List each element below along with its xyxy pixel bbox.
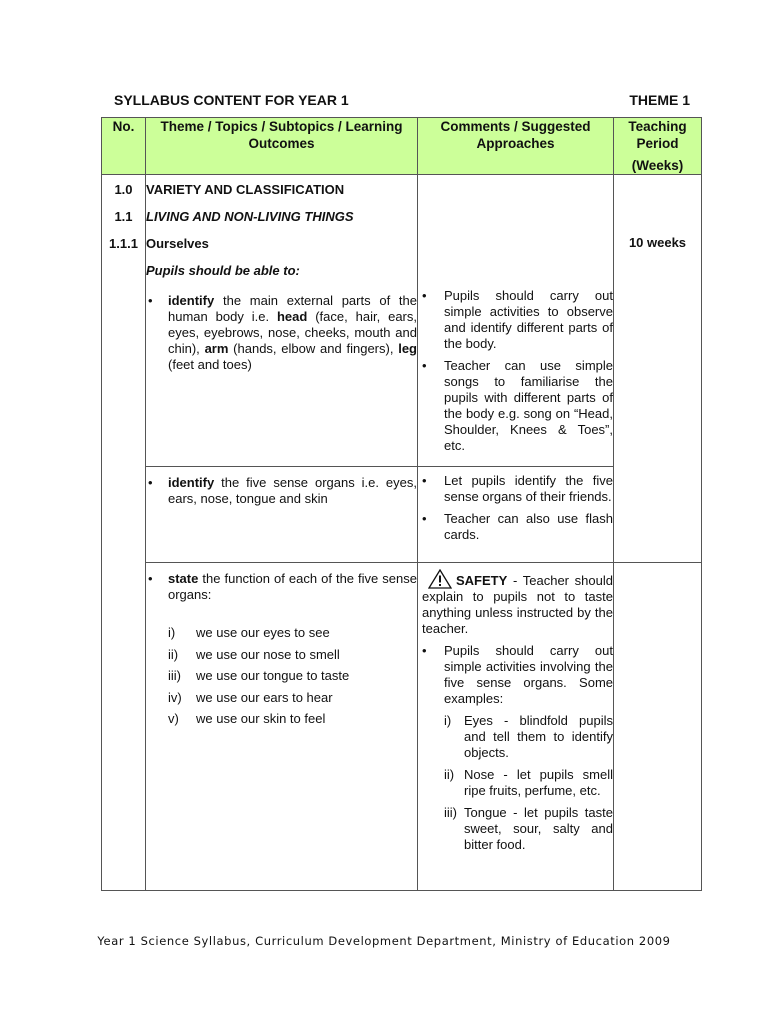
bullet-icon: • xyxy=(148,571,153,586)
subtopic-title: Ourselves xyxy=(146,236,209,251)
safety-text: - Teacher should explain to pupils not to taste anything unless instructed by the teacher. xyxy=(422,573,613,636)
outcome-verb: identify xyxy=(168,293,215,308)
table-row xyxy=(102,175,702,467)
page-title: SYLLABUS CONTENT FOR YEAR 1 xyxy=(114,92,349,108)
list-item: iv) we use our ears to hear xyxy=(168,689,333,705)
outcome-verb: state xyxy=(168,571,199,586)
comments-cell xyxy=(418,467,614,563)
theme-cell xyxy=(146,467,418,563)
syllabus-table xyxy=(101,117,702,891)
bullet-icon: • xyxy=(148,475,153,490)
comment-item: • Pupils should carry out simple activities to observe and identify different parts of the body. xyxy=(418,288,613,352)
page-footer: Year 1 Science Syllabus, Curriculum Development Department, Ministry of Education 2009 xyxy=(97,934,671,948)
example-item: i) Eyes - blindfold pupils and tell them to identify objects. xyxy=(444,713,613,760)
col-header-comments: Comments / Suggested Approaches xyxy=(418,118,614,175)
theme-number: 1.0 xyxy=(114,182,133,197)
bullet-icon: • xyxy=(148,293,153,308)
comment-item: • Teacher can use simple songs to familiarise the pupils with different parts of the body e.g. song on “Head, Shoulder, Knees & Toes”, etc. xyxy=(418,358,613,454)
empty-period-cell xyxy=(614,563,702,891)
col-header-period-unit: (Weeks) xyxy=(631,158,684,173)
number-cell xyxy=(102,175,146,891)
example-item: iii) Tongue - let pupils taste sweet, sour, salty and bitter food. xyxy=(444,805,613,852)
table-row xyxy=(102,467,702,563)
outcome-verb: identify xyxy=(168,475,215,490)
list-item: iii) we use our tongue to taste xyxy=(168,668,350,683)
teaching-period-value: 10 weeks xyxy=(628,235,687,250)
safety-label: SAFETY xyxy=(456,573,508,588)
bullet-icon: • xyxy=(422,643,427,658)
comment-item: • Teacher can also use flash cards. xyxy=(418,511,613,543)
safety-note xyxy=(418,569,613,637)
pupils-intro: Pupils should be able to: xyxy=(146,263,300,278)
topic-number: 1.1 xyxy=(114,209,133,224)
theme-label: THEME 1 xyxy=(629,92,690,108)
bullet-icon: • xyxy=(422,473,427,488)
subtopic-number: 1.1.1 xyxy=(109,236,138,251)
list-item: v) we use our skin to feel xyxy=(168,711,326,726)
topic-title: LIVING AND NON-LIVING THINGS xyxy=(146,209,354,224)
example-item: ii) Nose - let pupils smell ripe fruits, perfume, etc. xyxy=(444,767,613,798)
table-header-row xyxy=(102,118,702,175)
learning-outcome: • state the function of each of the five sense organs: xyxy=(148,571,417,602)
comments-cell xyxy=(418,175,614,467)
teaching-period-cell xyxy=(614,175,702,563)
learning-outcome: • identify the five sense organs i.e. eyes, ears, nose, tongue and skin xyxy=(148,475,417,506)
learning-outcome: • identify the main external parts of the human body i.e. head (face, hair, ears, eyes, eyebrows, nose, cheeks, mouth and chin), arm (hands, elbow and fingers), leg (feet and toes) xyxy=(148,293,417,372)
list-item: i) we use our eyes to see xyxy=(168,625,330,640)
comment-item: • Pupils should carry out simple activities involving the five sense organs. Some examples: xyxy=(418,643,613,707)
col-header-period-label: Teaching Period xyxy=(628,119,687,151)
bullet-icon: • xyxy=(422,358,427,373)
theme-title: VARIETY AND CLASSIFICATION xyxy=(146,182,345,197)
comments-cell xyxy=(418,563,614,891)
theme-cell xyxy=(146,563,418,891)
col-header-theme: Theme / Topics / Subtopics / Learning Outcomes xyxy=(146,118,418,175)
list-item: ii) we use our nose to smell xyxy=(168,646,340,662)
theme-cell xyxy=(146,175,418,467)
bullet-icon: • xyxy=(422,511,427,526)
comment-item: • Let pupils identify the five sense organs of their friends. xyxy=(418,473,613,505)
col-header-no: No. xyxy=(102,118,146,175)
bullet-icon: • xyxy=(422,288,427,303)
table-row xyxy=(102,563,702,891)
page-header xyxy=(114,92,690,108)
sense-function-list xyxy=(146,625,417,727)
warning-triangle-icon xyxy=(428,569,452,589)
col-header-period xyxy=(614,118,702,175)
